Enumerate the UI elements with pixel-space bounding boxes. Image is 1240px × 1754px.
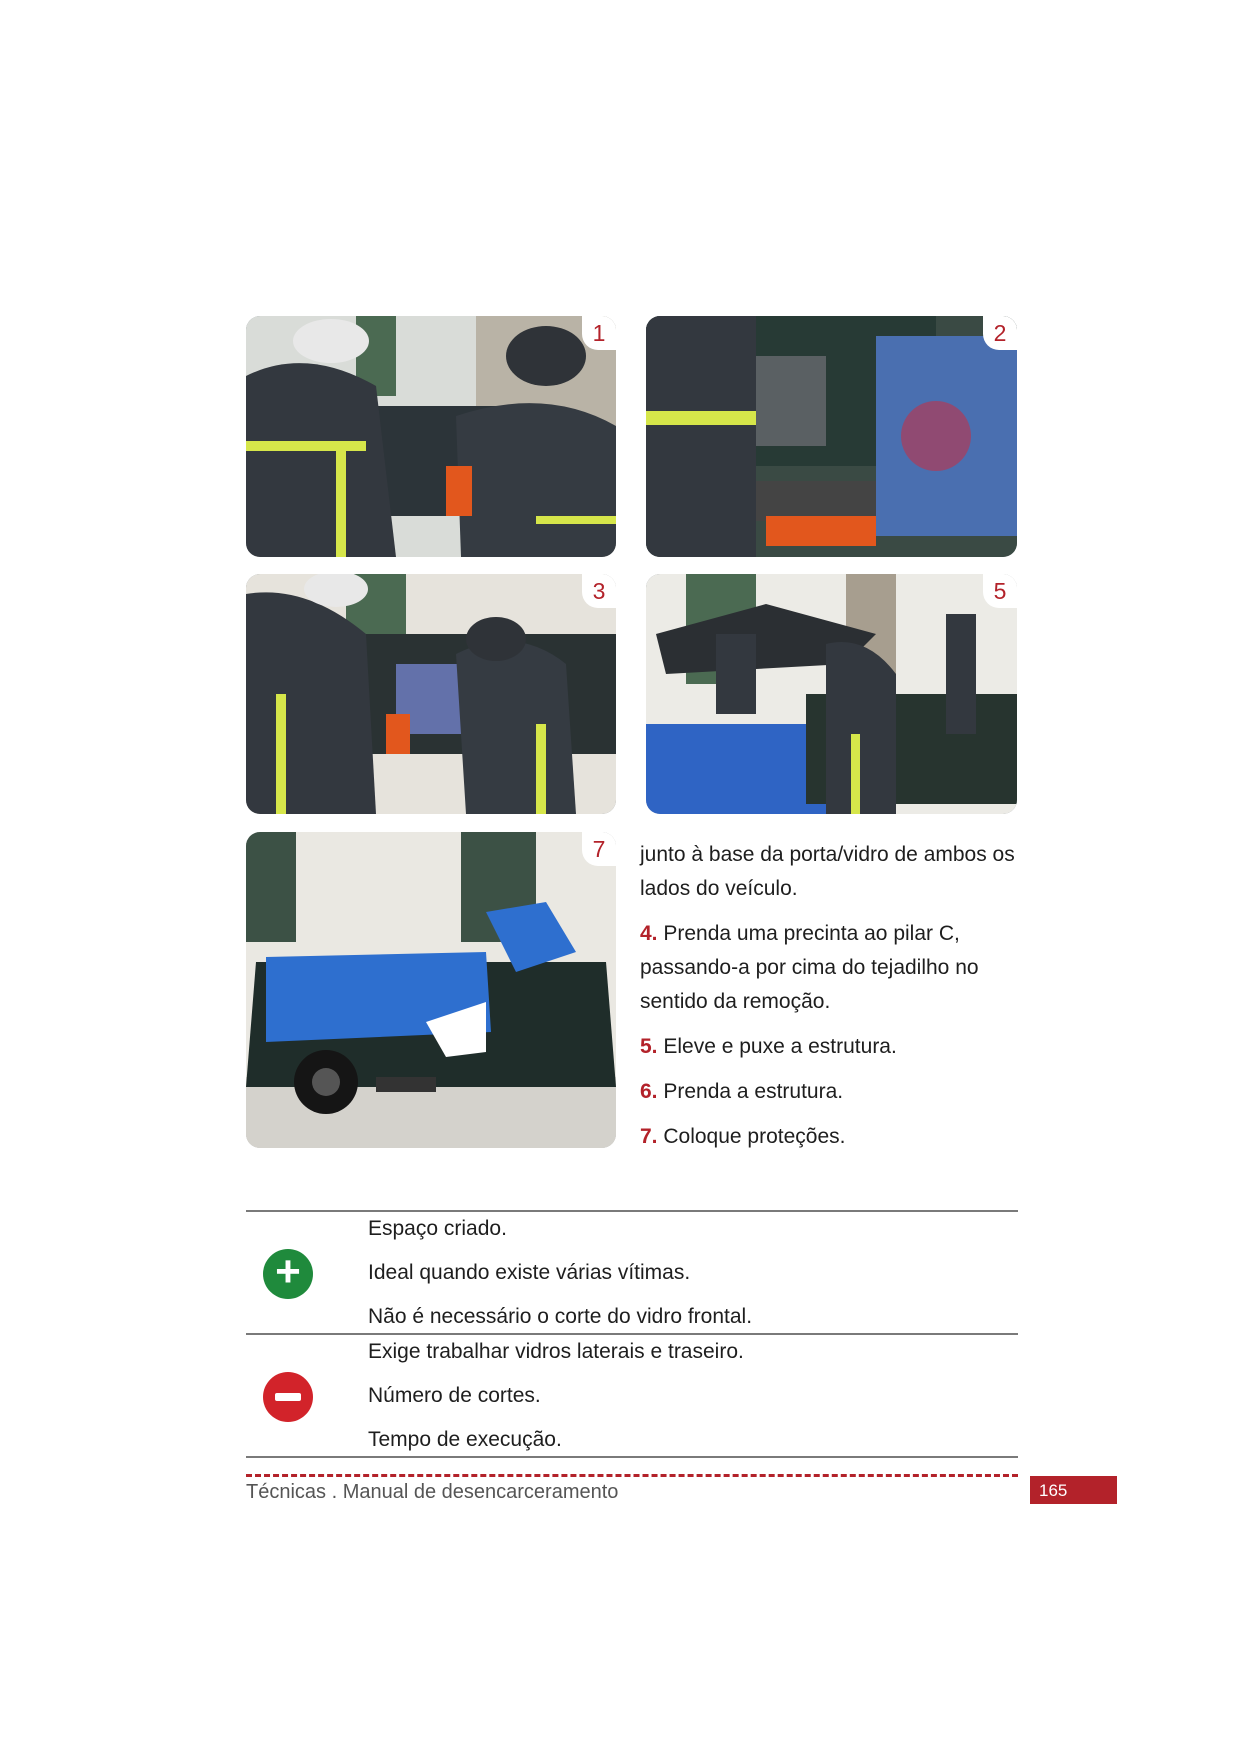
disadvantage-item: Tempo de execução. <box>368 1428 562 1451</box>
step-6 <box>640 1075 1018 1109</box>
photo-step-5 <box>646 574 1017 814</box>
photo-step-1 <box>246 316 616 557</box>
plus-circle-icon: + <box>263 1249 313 1299</box>
step-4 <box>640 917 1018 1019</box>
step-number: 5. <box>640 1035 658 1058</box>
footer-dashed-rule <box>246 1474 1018 1477</box>
step-text: Coloque proteções. <box>657 1125 846 1148</box>
disadvantage-item: Exige trabalhar vidros laterais e traseiro. <box>368 1340 744 1363</box>
photo-number-badge: 5 <box>983 574 1017 608</box>
page-number: 165 <box>1030 1476 1117 1504</box>
advantage-item: Espaço criado. <box>368 1217 507 1240</box>
disadvantages-list <box>368 1330 744 1462</box>
footer-title: Técnicas . Manual de desencarceramento <box>246 1481 619 1503</box>
photo-number-badge: 3 <box>582 574 616 608</box>
photo-step-3 <box>246 574 616 814</box>
step-number: 4. <box>640 922 658 945</box>
step-text: Eleve e puxe a estrutura. <box>657 1035 897 1058</box>
photo-number-badge: 2 <box>983 316 1017 350</box>
photo-number-badge: 1 <box>582 316 616 350</box>
photo-step-2 <box>646 316 1017 557</box>
step-number: 7. <box>640 1125 658 1148</box>
photo-number-badge: 7 <box>582 832 616 866</box>
photo-step-7 <box>246 832 616 1148</box>
step-number: 6. <box>640 1080 658 1103</box>
advantage-item: Ideal quando existe várias vítimas. <box>368 1261 691 1284</box>
continuation-paragraph: junto à base da porta/vidro de ambos os lados do veículo. <box>640 843 1015 900</box>
advantages-list <box>368 1207 752 1339</box>
step-text: Prenda uma precinta ao pilar C, passando-a por cima do tejadilho no sentido da remoção. <box>640 922 979 1013</box>
table-bottom-rule <box>246 1456 1018 1458</box>
step-5 <box>640 1030 1018 1064</box>
minus-circle-icon <box>263 1372 313 1422</box>
disadvantage-item: Número de cortes. <box>368 1384 541 1407</box>
step-text: Prenda a estrutura. <box>657 1080 844 1103</box>
advantage-item: Não é necessário o corte do vidro frontal. <box>368 1305 753 1328</box>
steps-text <box>640 838 1018 1165</box>
step-7 <box>640 1120 1018 1154</box>
